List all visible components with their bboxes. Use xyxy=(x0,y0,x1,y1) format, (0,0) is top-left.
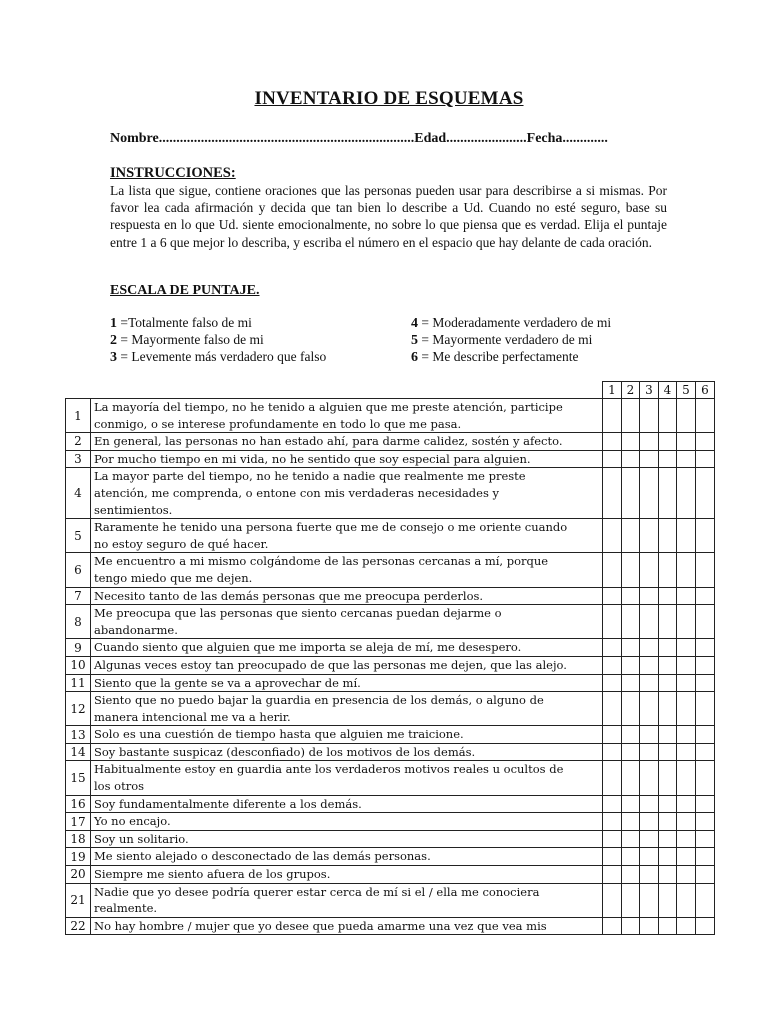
score-cell-3[interactable] xyxy=(640,639,659,657)
table-row xyxy=(66,726,715,744)
item-statement xyxy=(91,813,603,831)
scale-option: 3 = Levemente más verdadero que falso xyxy=(110,349,327,365)
item-number: 16 xyxy=(66,795,91,813)
item-number: 8 xyxy=(66,605,91,639)
score-cell-5[interactable] xyxy=(677,468,696,519)
item-statement xyxy=(91,450,603,468)
score-cell-6[interactable] xyxy=(696,813,715,831)
score-cell-1[interactable] xyxy=(603,795,622,813)
score-cell-3[interactable] xyxy=(640,468,659,519)
score-cell-2[interactable] xyxy=(622,468,640,519)
score-cell-1[interactable] xyxy=(603,674,622,692)
score-cell-2[interactable] xyxy=(622,866,640,884)
score-cell-6[interactable] xyxy=(696,468,715,519)
questionnaire-table xyxy=(65,381,715,935)
item-statement xyxy=(91,866,603,884)
score-cell-3[interactable] xyxy=(640,692,659,726)
score-cell-3[interactable] xyxy=(640,830,659,848)
instructions-text: La lista que sigue, contiene oraciones que las personas pueden usar para describirse a si mismas. Por favor lea cada afirmación y decida que tan bien lo describe a Ud. Cuando no esté seguro, base su respuesta en lo que Ud. siente emocionalmente, no sobre lo que piensa que es verdad. Elija el puntaje entre 1 a 6 que mejor lo describa, y escriba el número en el espacio que hay delante de cada oración. xyxy=(110,183,667,250)
statement-line: Me encuentro a mi mismo colgándome de las personas cercanas a mí, porque xyxy=(94,554,549,569)
score-cell-3[interactable] xyxy=(640,519,659,553)
score-cell-1[interactable] xyxy=(603,830,622,848)
score-cell-2[interactable] xyxy=(622,450,640,468)
score-cell-6[interactable] xyxy=(696,656,715,674)
item-statement xyxy=(91,553,603,587)
score-cell-3[interactable] xyxy=(640,761,659,795)
score-cell-3[interactable] xyxy=(640,726,659,744)
item-statement xyxy=(91,848,603,866)
score-cell-4[interactable] xyxy=(659,743,677,761)
score-cell-6[interactable] xyxy=(696,587,715,605)
statement-line: Yo no encajo. xyxy=(94,814,171,829)
score-header: 2 xyxy=(622,382,640,399)
table-row xyxy=(66,553,715,587)
score-cell-1[interactable] xyxy=(603,726,622,744)
score-cell-2[interactable] xyxy=(622,587,640,605)
score-cell-4[interactable] xyxy=(659,795,677,813)
score-cell-4[interactable] xyxy=(659,883,677,917)
score-cell-1[interactable] xyxy=(603,639,622,657)
statement-line: tengo miedo que me dejen. xyxy=(94,570,253,585)
item-number: 17 xyxy=(66,813,91,831)
statement-line: Nadie que yo desee podría querer estar cerca de mí si el / ella me conociera xyxy=(94,884,540,899)
score-cell-4[interactable] xyxy=(659,587,677,605)
score-cell-6[interactable] xyxy=(696,795,715,813)
score-cell-4[interactable] xyxy=(659,450,677,468)
score-cell-1[interactable] xyxy=(603,848,622,866)
item-statement xyxy=(91,761,603,795)
score-cell-2[interactable] xyxy=(622,743,640,761)
item-statement xyxy=(91,674,603,692)
table-row xyxy=(66,450,715,468)
statement-line: Cuando siento que alguien que me importa se aleja de mí, me desespero. xyxy=(94,640,522,655)
item-number: 18 xyxy=(66,830,91,848)
item-statement xyxy=(91,692,603,726)
score-cell-2[interactable] xyxy=(622,433,640,451)
score-cell-1[interactable] xyxy=(603,866,622,884)
table-row xyxy=(66,639,715,657)
item-number: 14 xyxy=(66,743,91,761)
statement-line: los otros xyxy=(94,779,145,794)
score-cell-1[interactable] xyxy=(603,692,622,726)
score-header: 4 xyxy=(659,382,677,399)
table-row xyxy=(66,605,715,639)
score-cell-6[interactable] xyxy=(696,830,715,848)
item-number: 21 xyxy=(66,883,91,917)
table-row xyxy=(66,674,715,692)
item-number: 7 xyxy=(66,587,91,605)
statement-line: Solo es una cuestión de tiempo hasta que alguien me traicione. xyxy=(94,727,464,742)
score-cell-4[interactable] xyxy=(659,848,677,866)
item-number: 22 xyxy=(66,917,91,935)
item-statement xyxy=(91,883,603,917)
score-cell-6[interactable] xyxy=(696,743,715,761)
item-number: 19 xyxy=(66,848,91,866)
score-cell-5[interactable] xyxy=(677,519,696,553)
score-cell-5[interactable] xyxy=(677,830,696,848)
score-cell-5[interactable] xyxy=(677,813,696,831)
statement-line: Me siento alejado o desconectado de las demás personas. xyxy=(94,849,431,864)
instructions-heading: INSTRUCCIONES: xyxy=(110,165,236,181)
score-cell-3[interactable] xyxy=(640,883,659,917)
item-number: 4 xyxy=(66,468,91,519)
score-cell-5[interactable] xyxy=(677,433,696,451)
score-cell-3[interactable] xyxy=(640,743,659,761)
score-cell-2[interactable] xyxy=(622,726,640,744)
score-cell-6[interactable] xyxy=(696,848,715,866)
score-header: 1 xyxy=(603,382,622,399)
score-cell-6[interactable] xyxy=(696,433,715,451)
score-cell-2[interactable] xyxy=(622,761,640,795)
score-cell-5[interactable] xyxy=(677,917,696,935)
scale-option: 1 =Totalmente falso de mi xyxy=(110,315,252,331)
score-cell-6[interactable] xyxy=(696,761,715,795)
item-number: 1 xyxy=(66,399,91,433)
score-cell-1[interactable] xyxy=(603,468,622,519)
score-cell-1[interactable] xyxy=(603,917,622,935)
item-number: 11 xyxy=(66,674,91,692)
score-header: 6 xyxy=(696,382,715,399)
document-title: INVENTARIO DE ESQUEMAS xyxy=(254,88,524,109)
table-row xyxy=(66,866,715,884)
score-cell-5[interactable] xyxy=(677,674,696,692)
score-cell-2[interactable] xyxy=(622,848,640,866)
score-cell-3[interactable] xyxy=(640,605,659,639)
statement-line: La mayor parte del tiempo, no he tenido a nadie que realmente me preste xyxy=(94,469,526,484)
score-cell-5[interactable] xyxy=(677,639,696,657)
score-cell-1[interactable] xyxy=(603,553,622,587)
statement-line: no estoy seguro de qué hacer. xyxy=(94,536,269,551)
statement-line: Siempre me siento afuera de los grupos. xyxy=(94,867,331,882)
score-cell-2[interactable] xyxy=(622,883,640,917)
scale-option: 6 = Me describe perfectamente xyxy=(411,349,579,365)
score-cell-5[interactable] xyxy=(677,795,696,813)
score-cell-5[interactable] xyxy=(677,743,696,761)
statement-line: Necesito tanto de las demás personas que me preocupa perderlos. xyxy=(94,588,484,603)
item-statement xyxy=(91,743,603,761)
table-row xyxy=(66,399,715,433)
score-cell-6[interactable] xyxy=(696,917,715,935)
score-cell-2[interactable] xyxy=(622,917,640,935)
table-row xyxy=(66,830,715,848)
table-row xyxy=(66,519,715,553)
item-number: 13 xyxy=(66,726,91,744)
score-cell-2[interactable] xyxy=(622,605,640,639)
score-cell-3[interactable] xyxy=(640,656,659,674)
statement-line: Habitualmente estoy en guardia ante los verdaderos motivos reales u ocultos de xyxy=(94,762,564,777)
score-cell-5[interactable] xyxy=(677,605,696,639)
table-row xyxy=(66,692,715,726)
score-cell-4[interactable] xyxy=(659,553,677,587)
score-cell-2[interactable] xyxy=(622,639,640,657)
score-cell-5[interactable] xyxy=(677,848,696,866)
score-cell-3[interactable] xyxy=(640,813,659,831)
score-cell-4[interactable] xyxy=(659,519,677,553)
item-statement xyxy=(91,587,603,605)
score-cell-3[interactable] xyxy=(640,866,659,884)
table-row xyxy=(66,761,715,795)
score-cell-4[interactable] xyxy=(659,917,677,935)
score-cell-6[interactable] xyxy=(696,866,715,884)
item-statement xyxy=(91,468,603,519)
statement-line: atención, me comprenda, o entone con mis verdaderas necesidades y xyxy=(94,485,500,500)
statement-line: En general, las personas no han estado ahí, para darme calidez, sostén y afecto. xyxy=(94,434,563,449)
score-cell-3[interactable] xyxy=(640,917,659,935)
table-row xyxy=(66,468,715,519)
score-cell-5[interactable] xyxy=(677,450,696,468)
item-statement xyxy=(91,639,603,657)
score-cell-1[interactable] xyxy=(603,587,622,605)
statement-line: Raramente he tenido una persona fuerte que me de consejo o me oriente cuando xyxy=(94,520,568,535)
score-cell-4[interactable] xyxy=(659,674,677,692)
score-cell-6[interactable] xyxy=(696,883,715,917)
score-cell-6[interactable] xyxy=(696,519,715,553)
item-number: 3 xyxy=(66,450,91,468)
item-number: 2 xyxy=(66,433,91,451)
scale-option: 2 = Mayormente falso de mi xyxy=(110,332,264,348)
score-cell-2[interactable] xyxy=(622,692,640,726)
score-cell-6[interactable] xyxy=(696,553,715,587)
item-statement xyxy=(91,917,603,935)
score-cell-5[interactable] xyxy=(677,883,696,917)
score-cell-2[interactable] xyxy=(622,813,640,831)
score-cell-6[interactable] xyxy=(696,399,715,433)
item-statement xyxy=(91,830,603,848)
score-cell-5[interactable] xyxy=(677,866,696,884)
score-cell-3[interactable] xyxy=(640,553,659,587)
score-cell-5[interactable] xyxy=(677,656,696,674)
score-cell-5[interactable] xyxy=(677,587,696,605)
item-number: 5 xyxy=(66,519,91,553)
table-row xyxy=(66,743,715,761)
statement-line: Soy un solitario. xyxy=(94,831,189,846)
score-cell-1[interactable] xyxy=(603,883,622,917)
statement-line: manera intencional me va a herir. xyxy=(94,709,291,724)
score-cell-5[interactable] xyxy=(677,399,696,433)
score-cell-3[interactable] xyxy=(640,587,659,605)
item-number: 10 xyxy=(66,656,91,674)
item-statement xyxy=(91,519,603,553)
item-number: 9 xyxy=(66,639,91,657)
score-cell-4[interactable] xyxy=(659,726,677,744)
score-cell-5[interactable] xyxy=(677,553,696,587)
score-cell-1[interactable] xyxy=(603,519,622,553)
score-cell-6[interactable] xyxy=(696,450,715,468)
score-cell-6[interactable] xyxy=(696,674,715,692)
scale-heading: ESCALA DE PUNTAJE. xyxy=(110,283,260,298)
statement-line: Siento que no puedo bajar la guardia en presencia de los demás, o alguno de xyxy=(94,693,544,708)
score-cell-4[interactable] xyxy=(659,692,677,726)
item-number: 6 xyxy=(66,553,91,587)
score-cell-4[interactable] xyxy=(659,761,677,795)
score-cell-1[interactable] xyxy=(603,813,622,831)
item-statement xyxy=(91,433,603,451)
score-cell-1[interactable] xyxy=(603,743,622,761)
table-row xyxy=(66,433,715,451)
score-cell-2[interactable] xyxy=(622,399,640,433)
score-cell-6[interactable] xyxy=(696,605,715,639)
score-cell-5[interactable] xyxy=(677,726,696,744)
table-row xyxy=(66,917,715,935)
table-row xyxy=(66,813,715,831)
score-cell-4[interactable] xyxy=(659,639,677,657)
score-cell-3[interactable] xyxy=(640,674,659,692)
scale-option: 4 = Moderadamente verdadero de mi xyxy=(411,315,612,331)
score-cell-1[interactable] xyxy=(603,399,622,433)
statement-line: conmigo, o se interese profundamente en todo lo que me pasa. xyxy=(94,416,462,431)
score-cell-3[interactable] xyxy=(640,450,659,468)
score-cell-6[interactable] xyxy=(696,639,715,657)
item-statement xyxy=(91,605,603,639)
score-cell-4[interactable] xyxy=(659,866,677,884)
score-cell-2[interactable] xyxy=(622,674,640,692)
score-cell-3[interactable] xyxy=(640,795,659,813)
name-age-date-line: Nombre.........................................................................Edad.......................Fecha............. xyxy=(110,131,608,146)
table-row xyxy=(66,656,715,674)
item-number: 15 xyxy=(66,761,91,795)
statement-line: sentimientos. xyxy=(94,502,173,517)
score-cell-1[interactable] xyxy=(603,450,622,468)
score-header: 5 xyxy=(677,382,696,399)
item-statement xyxy=(91,656,603,674)
item-statement xyxy=(91,726,603,744)
score-cell-4[interactable] xyxy=(659,656,677,674)
score-cell-3[interactable] xyxy=(640,399,659,433)
table-row xyxy=(66,848,715,866)
score-cell-2[interactable] xyxy=(622,795,640,813)
score-cell-1[interactable] xyxy=(603,656,622,674)
score-cell-4[interactable] xyxy=(659,399,677,433)
score-cell-3[interactable] xyxy=(640,848,659,866)
scale-option: 5 = Mayormente verdadero de mi xyxy=(411,332,593,348)
statement-line: Por mucho tiempo en mi vida, no he sentido que soy especial para alguien. xyxy=(94,451,531,466)
item-statement xyxy=(91,399,603,433)
score-cell-1[interactable] xyxy=(603,761,622,795)
score-cell-2[interactable] xyxy=(622,830,640,848)
score-cell-5[interactable] xyxy=(677,692,696,726)
item-number: 20 xyxy=(66,866,91,884)
score-cell-2[interactable] xyxy=(622,553,640,587)
score-cell-4[interactable] xyxy=(659,830,677,848)
score-cell-4[interactable] xyxy=(659,468,677,519)
score-cell-4[interactable] xyxy=(659,433,677,451)
score-cell-2[interactable] xyxy=(622,656,640,674)
item-statement xyxy=(91,795,603,813)
score-cell-4[interactable] xyxy=(659,813,677,831)
statement-line: No hay hombre / mujer que yo desee que pueda amarme una vez que vea mis xyxy=(94,918,547,933)
item-number: 12 xyxy=(66,692,91,726)
statement-line: La mayoría del tiempo, no he tenido a alguien que me preste atención, participe xyxy=(94,400,563,414)
score-header: 3 xyxy=(640,382,659,399)
score-cell-4[interactable] xyxy=(659,605,677,639)
statement-line: Siento que la gente se va a aprovechar de mí. xyxy=(94,675,361,690)
score-cell-1[interactable] xyxy=(603,605,622,639)
statement-line: Algunas veces estoy tan preocupado de que las personas me dejen, que las alejo. xyxy=(94,657,567,672)
score-cell-3[interactable] xyxy=(640,433,659,451)
statement-line: Soy fundamentalmente diferente a los demás. xyxy=(94,796,362,811)
table-row xyxy=(66,795,715,813)
table-row xyxy=(66,883,715,917)
score-cell-5[interactable] xyxy=(677,761,696,795)
score-header-row xyxy=(66,382,715,399)
score-cell-2[interactable] xyxy=(622,519,640,553)
statement-line: Soy bastante suspicaz (desconfiado) de los motivos de los demás. xyxy=(94,744,476,759)
statement-line: abandonarme. xyxy=(94,622,178,637)
statement-line: realmente. xyxy=(94,901,158,916)
statement-line: Me preocupa que las personas que siento cercanas puedan dejarme o xyxy=(94,606,502,621)
table-row xyxy=(66,587,715,605)
score-cell-6[interactable] xyxy=(696,692,715,726)
score-cell-6[interactable] xyxy=(696,726,715,744)
score-cell-1[interactable] xyxy=(603,433,622,451)
